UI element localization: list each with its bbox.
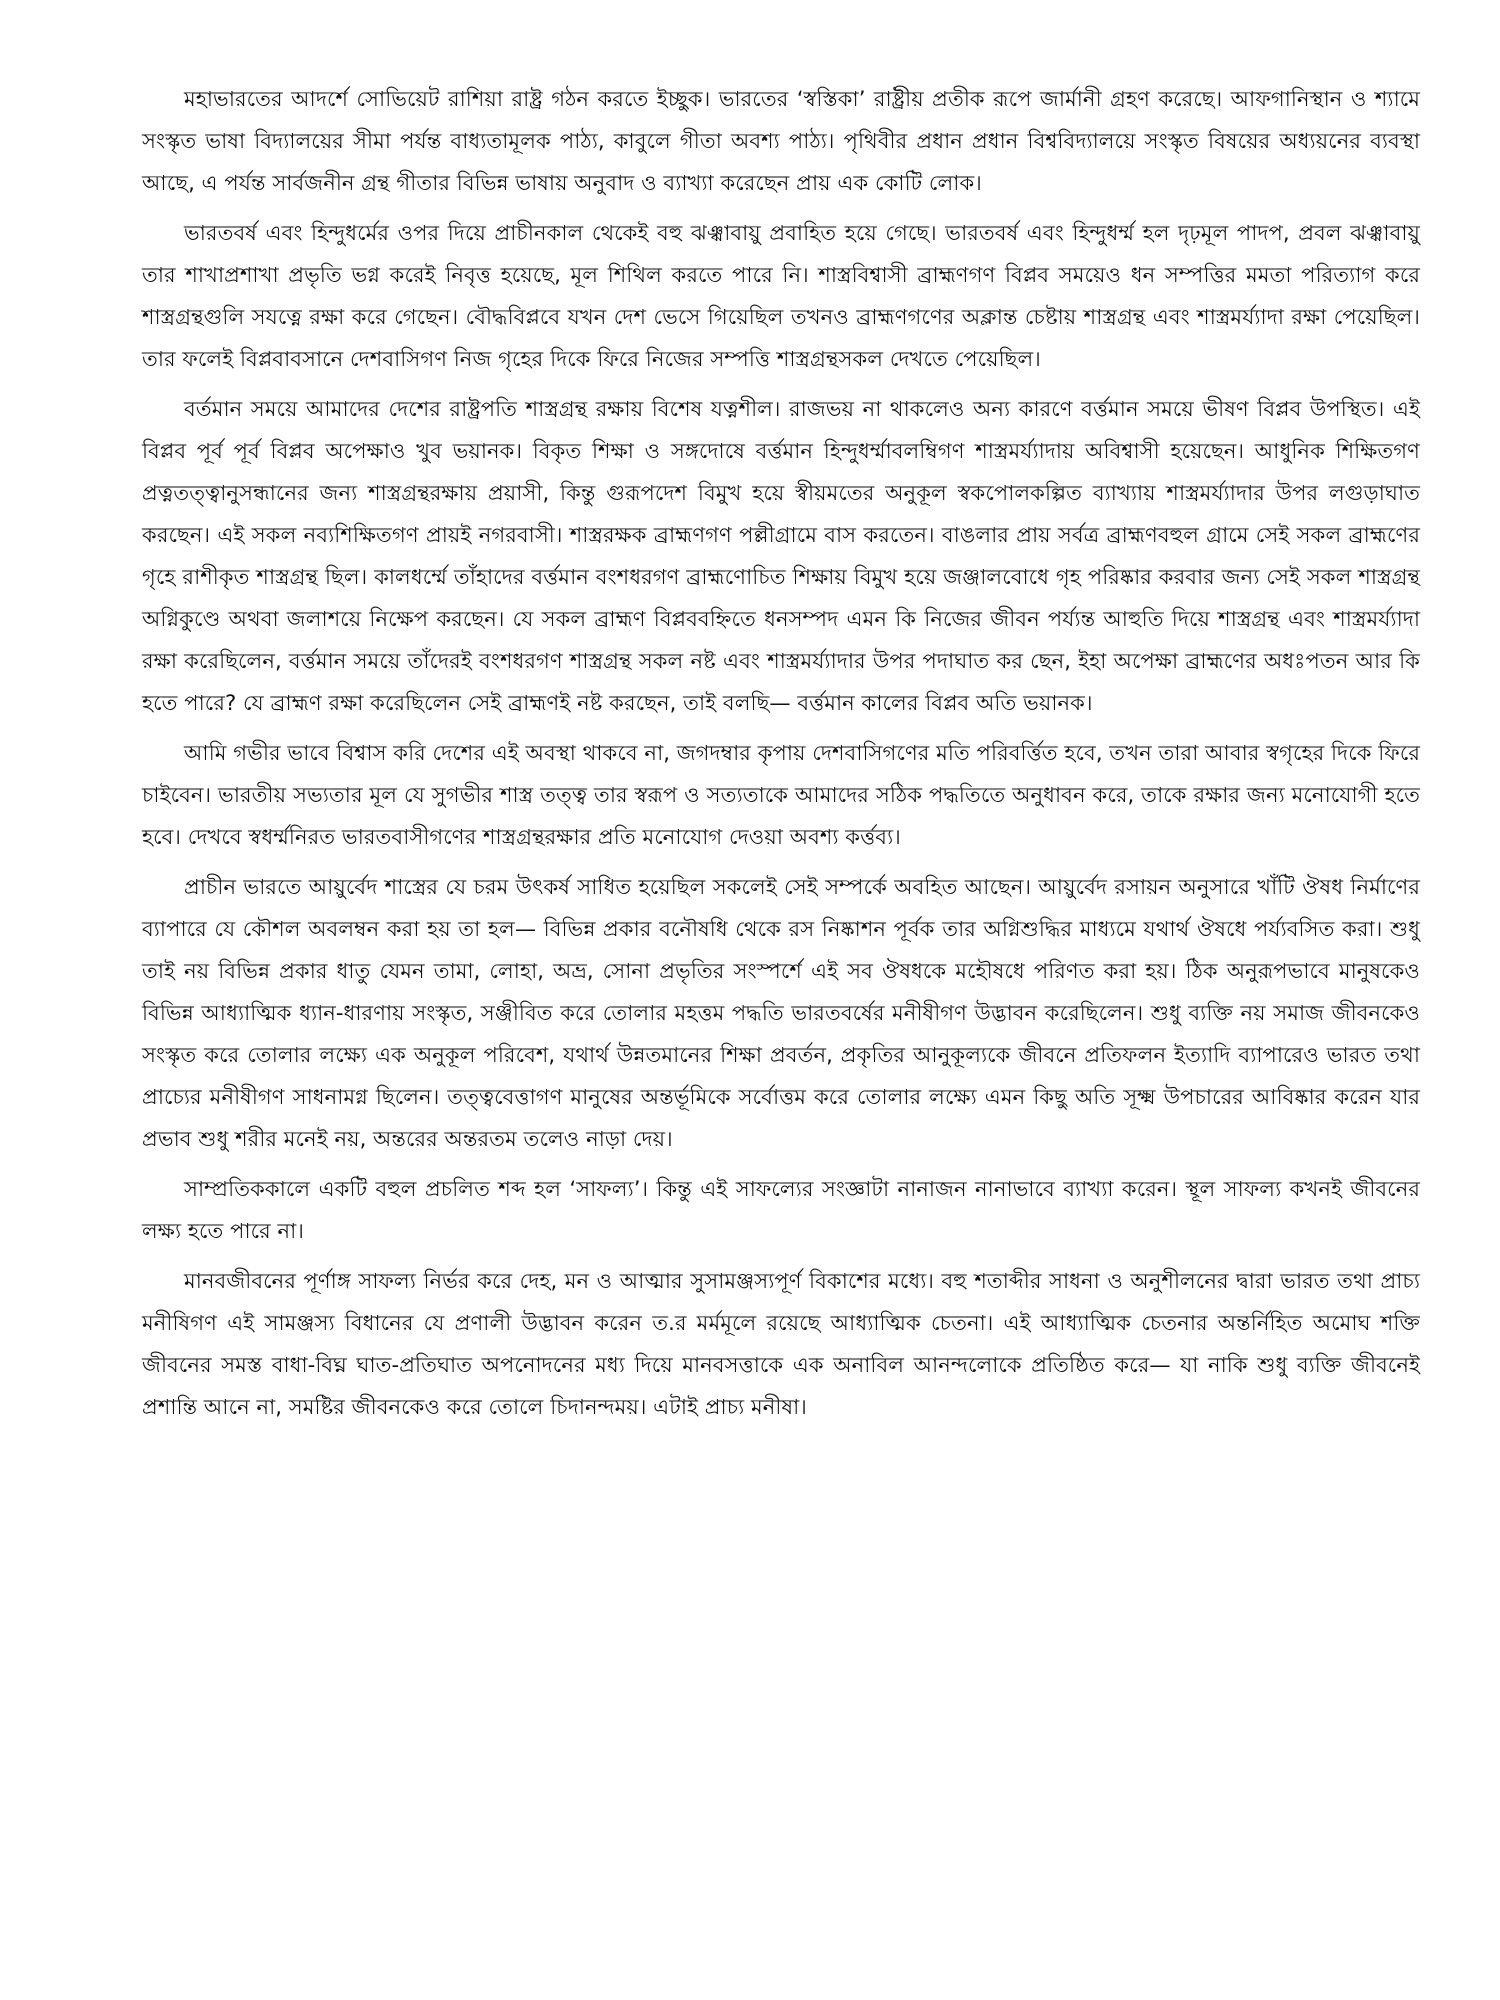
paragraph-4: আমি গভীর ভাবে বিশ্বাস করি দেশের এই অবস্থা থাকবে না, জগদম্বার কৃপায় দেশবাসিগণের মতি পরিবর্ত্তিত হবে, তখন তারা আবার স্বগৃহের দিকে ফিরে চাইবেন। ভারতীয় সভ্যতার মূল যে সুগভীর শাস্ত্র তত্ত্ব তার স্বরূপ ও সত্যতাকে আমাদের সঠিক পদ্ধতিতে অনুধাবন করে, তাকে রক্ষার জন্য মনোযোগী হতে হবে। দেখবে স্বধর্ম্মনিরত ভারতবাসীগণের শাস্ত্রগ্রন্থরক্ষার প্রতি মনোযোগ দেওয়া অবশ্য কর্ত্তব্য। — [142, 740, 1420, 849]
paragraph-6: সাম্প্রতিককালে একটি বহুল প্রচলিত শব্দ হল ‘সাফল্য’। কিন্তু এই সাফল্যের সংজ্ঞাটা নানাজন নানাভাবে ব্যাখ্যা করেন। স্থূল সাফল্য কখনই জীবনের লক্ষ্য হতে পারে না। — [142, 1176, 1420, 1243]
paragraph-5: প্রাচীন ভারতে আয়ুর্বেদ শাস্ত্রের যে চরম উৎকর্ষ সাধিত হয়েছিল সকলেই সেই সম্পর্কে অবহিত আছেন। আয়ুর্বেদ রসায়ন অনুসারে খাঁটি ঔষধ নির্মাণের ব্যাপারে যে কৌশল অবলম্বন করা হয় তা হল— বিভিন্ন প্রকার বনৌষধি থেকে রস নিষ্কাশন পূর্বক তার অগ্নিশুদ্ধির মাধ্যমে যথার্থ ঔষধে পর্য্যবসিত করা। শুধু তাই নয় বিভিন্ন প্রকার ধাতু যেমন তামা, লোহা, অভ্র, সোনা প্রভৃতির সংস্পর্শে এই সব ঔষধকে মহৌষধে পরিণত করা হয়। ঠিক অনুরূপভাবে মানুষকেও বিভিন্ন আধ্যাত্মিক ধ্যান-ধারণায় সংস্কৃত, সঞ্জীবিত করে তোলার মহত্তম পদ্ধতি ভারতবর্ষের মনীষীগণ উদ্ভাবন করেছিলেন। শুধু ব্যক্তি নয় সমাজ জীবনকেও সংস্কৃত করে তোলার লক্ষ্যে এক অনুকূল পরিবেশ, যথার্থ উন্নতমানের শিক্ষা প্রবর্তন, প্রকৃতির আনুকূল্যকে জীবনে প্রতিফলন ইত্যাদি ব্যাপারেও ভারত তথা প্রাচ্যের মনীষীগণ সাধনামগ্ন ছিলেন। তত্ত্ববেত্তাগণ মানুষের অন্তর্ভূমিকে সর্বোত্তম করে তোলার লক্ষ্যে এমন কিছু অতি সূক্ষ্ম উপচারের আবিষ্কার করেন যার প্রভাব শুধু শরীর মনেই নয়, অন্তরের অন্তরতম তলেও নাড়া দেয়। — [142, 874, 1420, 1151]
paragraph-3: বর্তমান সময়ে আমাদের দেশের রাষ্ট্রপতি শাস্ত্রগ্রন্থ রক্ষায় বিশেষ যত্নশীল। রাজভয় না থাকলেও অন্য কারণে বর্ত্তমান সময়ে ভীষণ বিপ্লব উপস্থিত। এই বিপ্লব পূর্ব পূর্ব বিপ্লব অপেক্ষাও খুব ভয়ানক। বিকৃত শিক্ষা ও সঙ্গদোষে বর্ত্তমান হিন্দুধর্ম্মাবলম্বিগণ শাস্ত্রমর্য্যাদায় অবিশ্বাসী হয়েছেন। আধুনিক শিক্ষিতগণ প্রত্নতত্ত্বানুসন্ধানের জন্য শাস্ত্রগ্রন্থরক্ষায় প্রয়াসী, কিন্তু গুরূপদেশ বিমুখ হয়ে স্বীয়মতের অনুকূল স্বকপোলকল্পিত ব্যাখ্যায় শাস্ত্রমর্য্যাদার উপর লগুড়াঘাত করছেন। এই সকল নব্যশিক্ষিতগণ প্রায়ই নগরবাসী। শাস্ত্ররক্ষক ব্রাহ্মণগণ পল্লীগ্রামে বাস করতেন। বাঙলার প্রায় সর্বত্র ব্রাহ্মণবহুল গ্রামে সেই সকল ব্রাহ্মণের গৃহে রাশীকৃত শাস্ত্রগ্রন্থ ছিল। কালধর্ম্মে তাঁহাদের বর্ত্তমান বংশধরগণ ব্রাহ্মণোচিত শিক্ষায় বিমুখ হয়ে জঞ্জালবোধে গৃহ পরিষ্কার করবার জন্য সেই সকল শাস্ত্রগ্রন্থ অগ্নিকুণ্ডে অথবা জলাশয়ে নিক্ষেপ করছেন। যে সকল ব্রাহ্মণ বিপ্লববহ্নিতে ধনসম্পদ এমন কি নিজের জীবন পর্য্যন্ত আহুতি দিয়ে শাস্ত্রগ্রন্থ এবং শাস্ত্রমর্য্যাদা রক্ষা করেছিলেন, বর্ত্তমান সময়ে তাঁদেরই বংশধরগণ শাস্ত্রগ্রন্থ সকল নষ্ট এবং শাস্ত্রমর্য্যাদার উপর পদাঘাত কর ছেন, ইহা অপেক্ষা ব্রাহ্মণের অধঃপতন আর কি হতে পারে? যে ব্রাহ্মণ রক্ষা করেছিলেন সেই ব্রাহ্মণই নষ্ট করছেন, তাই বলছি— বর্ত্তমান কালের বিপ্লব অতি ভয়ানক। — [142, 396, 1420, 715]
paragraph-2: ভারতবর্ষ এবং হিন্দুধর্মের ওপর দিয়ে প্রাচীনকাল থেকেই বহু ঝঞ্ঝাবায়ু প্রবাহিত হয়ে গেছে। ভারতবর্ষ এবং হিন্দুধর্ম্ম হল দৃঢ়মূল পাদপ, প্রবল ঝঞ্ঝাবায়ু তার শাখাপ্রশাখা প্রভৃতি ভগ্ন করেই নিবৃত্ত হয়েছে, মূল শিথিল করতে পারে নি। শাস্ত্রবিশ্বাসী ব্রাহ্মণগণ বিপ্লব সময়েও ধন সম্পত্তির মমতা পরিত্যাগ করে শাস্ত্রগ্রন্থগুলি সযত্নে রক্ষা করে গেছেন। বৌদ্ধবিপ্লবে যখন দেশ ভেসে গিয়েছিল তখনও ব্রাহ্মণগণের অক্লান্ত চেষ্টায় শাস্ত্রগ্রন্থ এবং শাস্ত্রমর্য্যাদা রক্ষা পেয়েছিল। তার ফলেই বিপ্লবাবসানে দেশবাসিগণ নিজ গৃহের দিকে ফিরে নিজের সম্পত্তি শাস্ত্রগ্রন্থসকল দেখতে পেয়েছিল। — [142, 220, 1420, 371]
paragraph-7: মানবজীবনের পূর্ণাঙ্গ সাফল্য নির্ভর করে দেহ, মন ও আত্মার সুসামঞ্জস্যপূর্ণ বিকাশের মধ্যে। বহু শতাব্দীর সাধনা ও অনুশীলনের দ্বারা ভারত তথা প্রাচ্য মনীষিগণ এই সামঞ্জস্য বিধানের যে প্রণালী উদ্ভাবন করেন ত.র মর্মমূলে রয়েছে আধ্যাত্মিক চেতনা। এই আধ্যাত্মিক চেতনার অন্তর্নিহিত অমোঘ শক্তি জীবনের সমস্ত বাধা-বিঘ্ন ঘাত-প্রতিঘাত অপনোদনের মধ্য দিয়ে মানবসত্তাকে এক অনাবিল আনন্দলোকে প্রতিষ্ঠিত করে— যা নাকি শুধু ব্যক্তি জীবনেই প্রশান্তি আনে না, সমষ্টির জীবনকেও করে তোলে চিদানন্দময়। এটাই প্রাচ্য মনীষা। — [142, 1268, 1420, 1419]
paragraph-1: মহাভারতের আদর্শে সোভিয়েট রাশিয়া রাষ্ট্র গঠন করতে ইচ্ছুক। ভারতের ‘স্বস্তিকা’ রাষ্ট্রীয় প্রতীক রূপে জার্মানী গ্রহণ করেছে। আফগানিস্থান ও শ্যামে সংস্কৃত ভাষা বিদ্যালয়ের সীমা পর্যন্ত বাধ্যতামূলক পাঠ্য, কাবুলে গীতা অবশ্য পাঠ্য। পৃথিবীর প্রধান প্রধান বিশ্ববিদ্যালয়ে সংস্কৃত বিষয়ের অধ্যয়নের ব্যবস্থা আছে, এ পর্যন্ত সার্বজনীন গ্রন্থ গীতার বিভিন্ন ভাষায় অনুবাদ ও ব্যাখ্যা করেছেন প্রায় এক কোটি লোক। — [142, 86, 1420, 195]
